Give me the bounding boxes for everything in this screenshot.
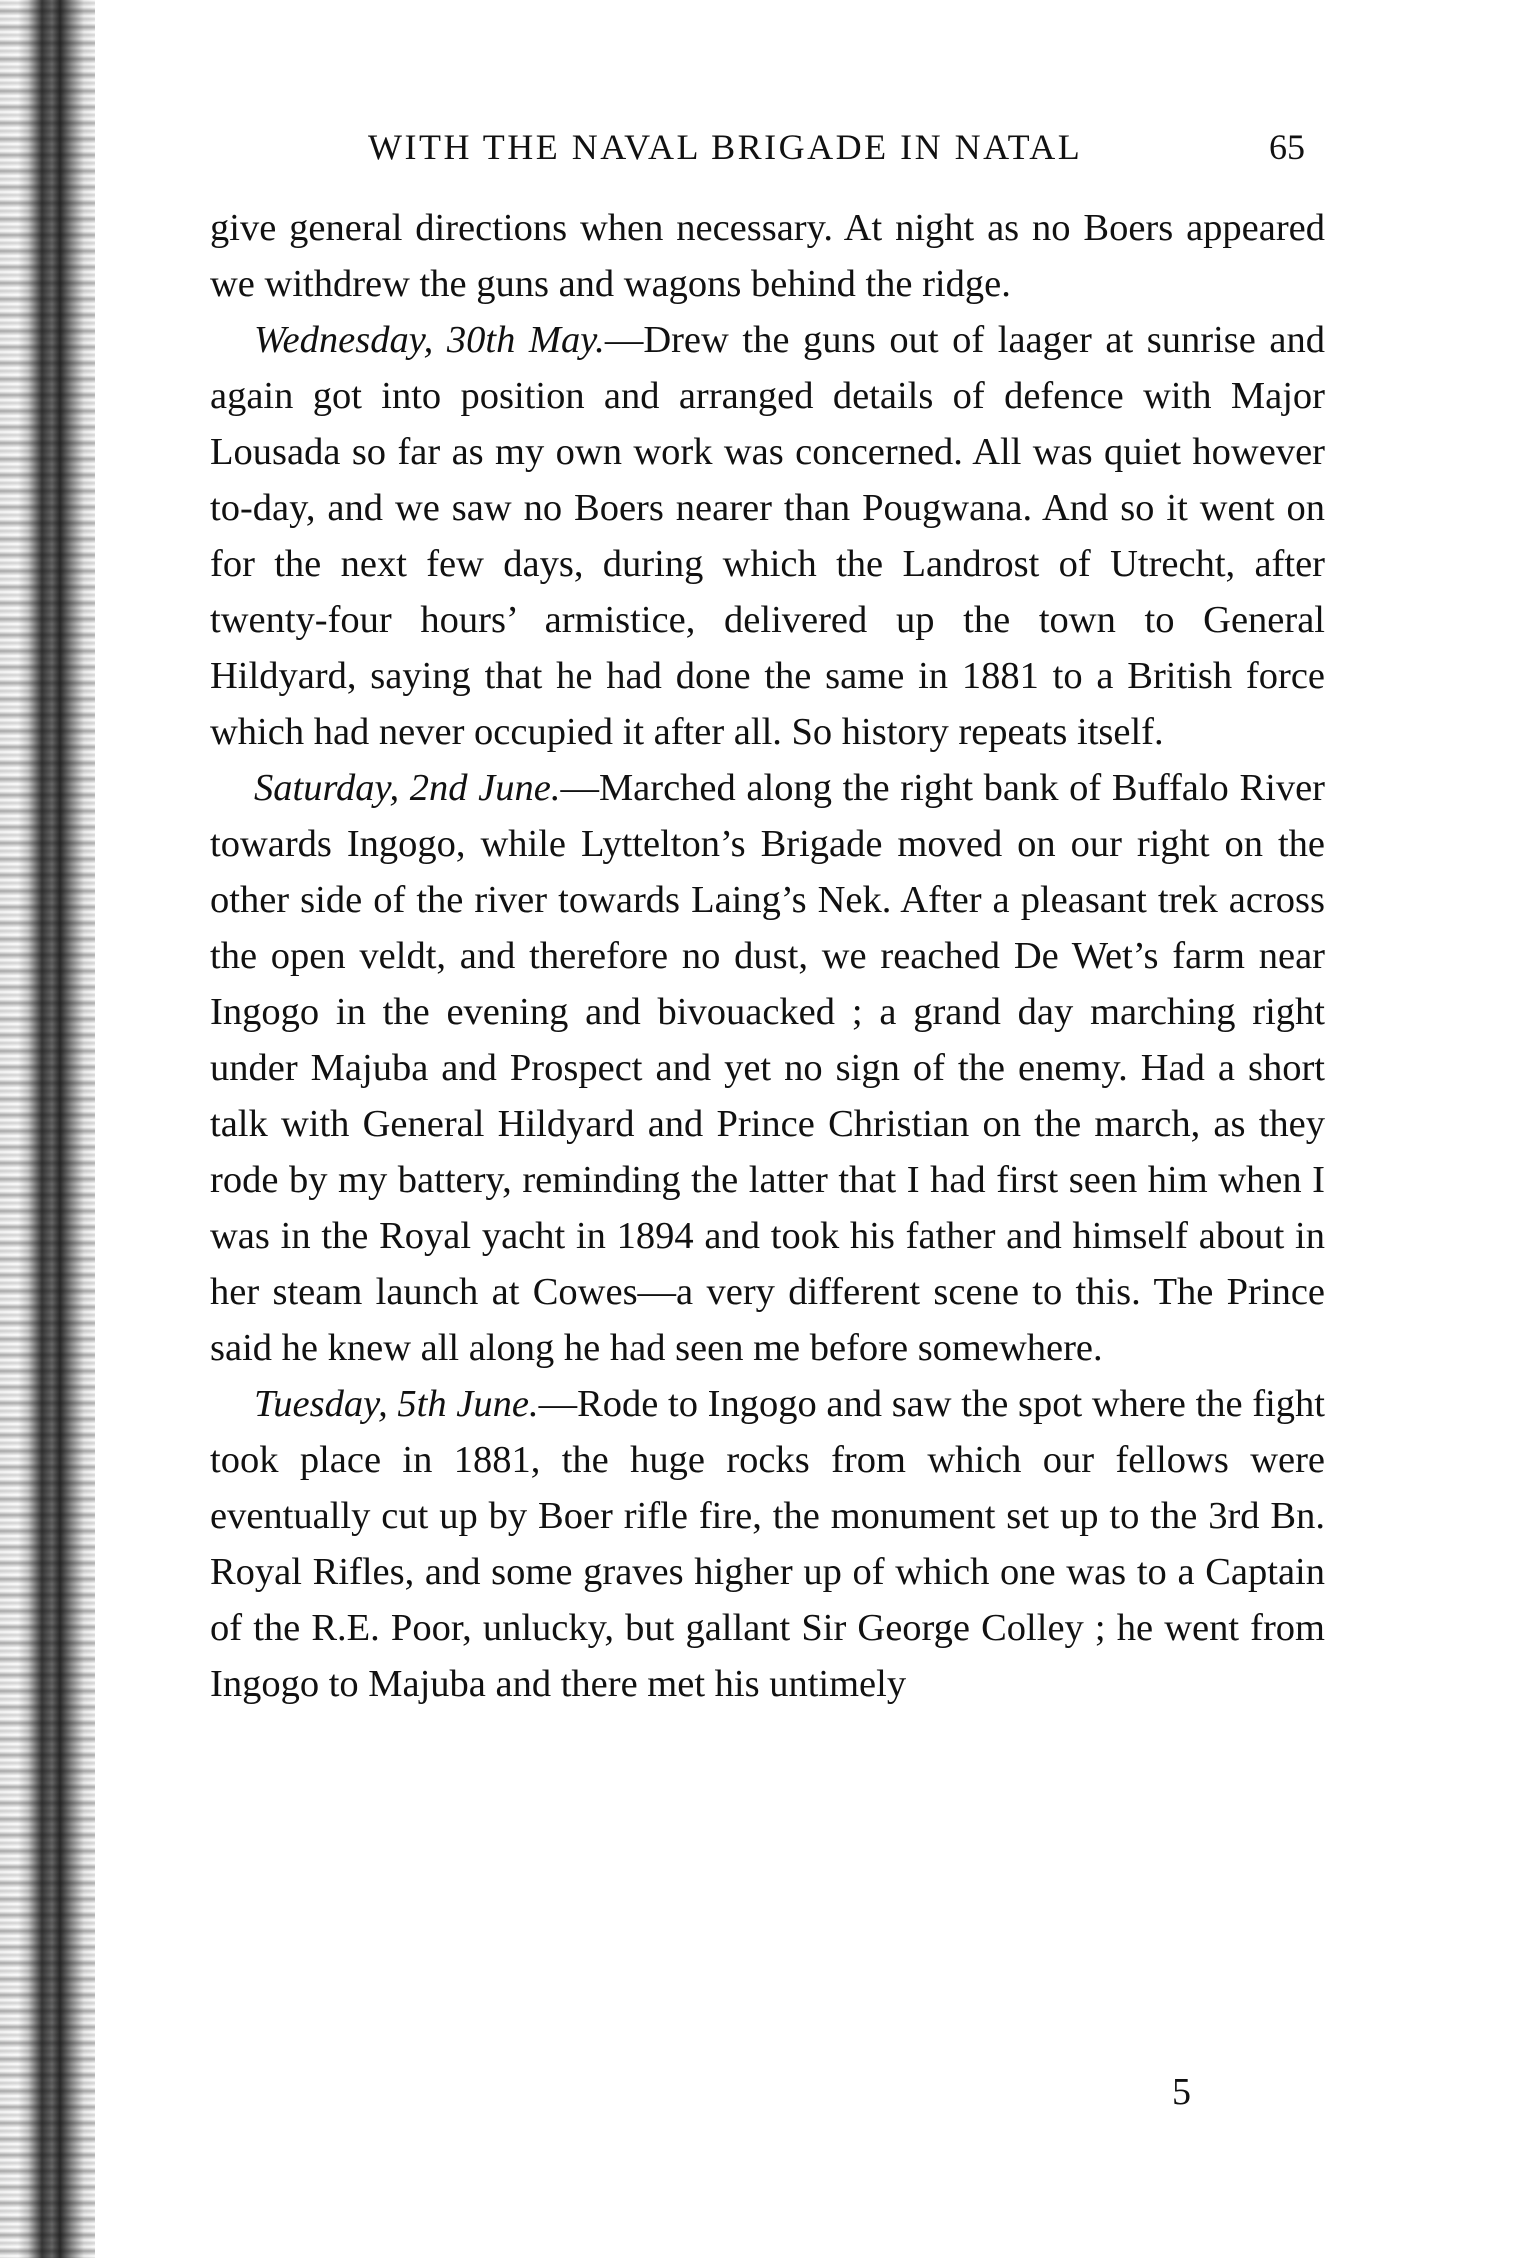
paragraph (210, 312, 1325, 760)
page-number: 65 (1269, 127, 1305, 167)
paragraph-text: —Rode to Ingogo and saw the spot where the fight took place in 1881, the huge rocks from which our fellows were eventually cut up by Boer rifle fire, the monument set up to the 3rd Bn. Royal Rifles, and some graves higher up of which one was to a Captain of the R.E. Poor, unlucky, but gallant Sir George Colley ; he went from Ingogo to Majuba and there met his untimely (210, 1383, 1326, 1705)
entry-date: Tuesday, 5th June. (254, 1383, 539, 1425)
paragraph-text: give general directions when necessary. At night as no Boers appeared we withdrew the guns and wagons behind the ridge. (210, 207, 1325, 305)
binding-edge (0, 0, 95, 2258)
paragraph (210, 760, 1325, 1376)
body-text (210, 200, 1325, 1712)
book-page (210, 118, 1325, 1712)
entry-date: Wednesday, 30th May. (254, 319, 605, 361)
running-head (210, 118, 1325, 176)
signature-mark: 5 (1172, 2071, 1191, 2113)
paragraph (210, 1376, 1325, 1712)
paragraph (210, 200, 1325, 312)
paragraph-text: —Marched along the right bank of Buffalo River towards Ingogo, while Lyttelton’s Brigade moved on our right on the other side of the river towards Laing’s Nek. After a pleasant trek across the open veldt, and therefore no dust, we reached De Wet’s farm near Ingogo in the evening and bivouacked ; a grand day marching right under Majuba and Prospect and yet no sign of the enemy. Had a short talk with General Hildyard and Prince Christian on the march, as they rode by my battery, reminding the latter that I had first seen him when I was in the Royal yacht in 1894 and took his father and himself about in her steam launch at Cowes—a very different scene to this. The Prince said he knew all along he had seen me before somewhere. (210, 767, 1325, 1369)
paragraph-text: —Drew the guns out of laager at sunrise and again got into position and arranged details of defence with Major Lousada so far as my own work was concerned. All was quiet however to-day, and we saw no Boers nearer than Pougwana. And so it went on for the next few days, during which the Landrost of Utrecht, after twenty-four hours’ armistice, delivered up the town to General Hildyard, saying that he had done the same in 1881 to a British force which had never occupied it after all. So history repeats itself. (210, 319, 1326, 753)
entry-date: Saturday, 2nd June. (254, 767, 561, 809)
running-title: WITH THE NAVAL BRIGADE IN NATAL (368, 127, 1083, 167)
